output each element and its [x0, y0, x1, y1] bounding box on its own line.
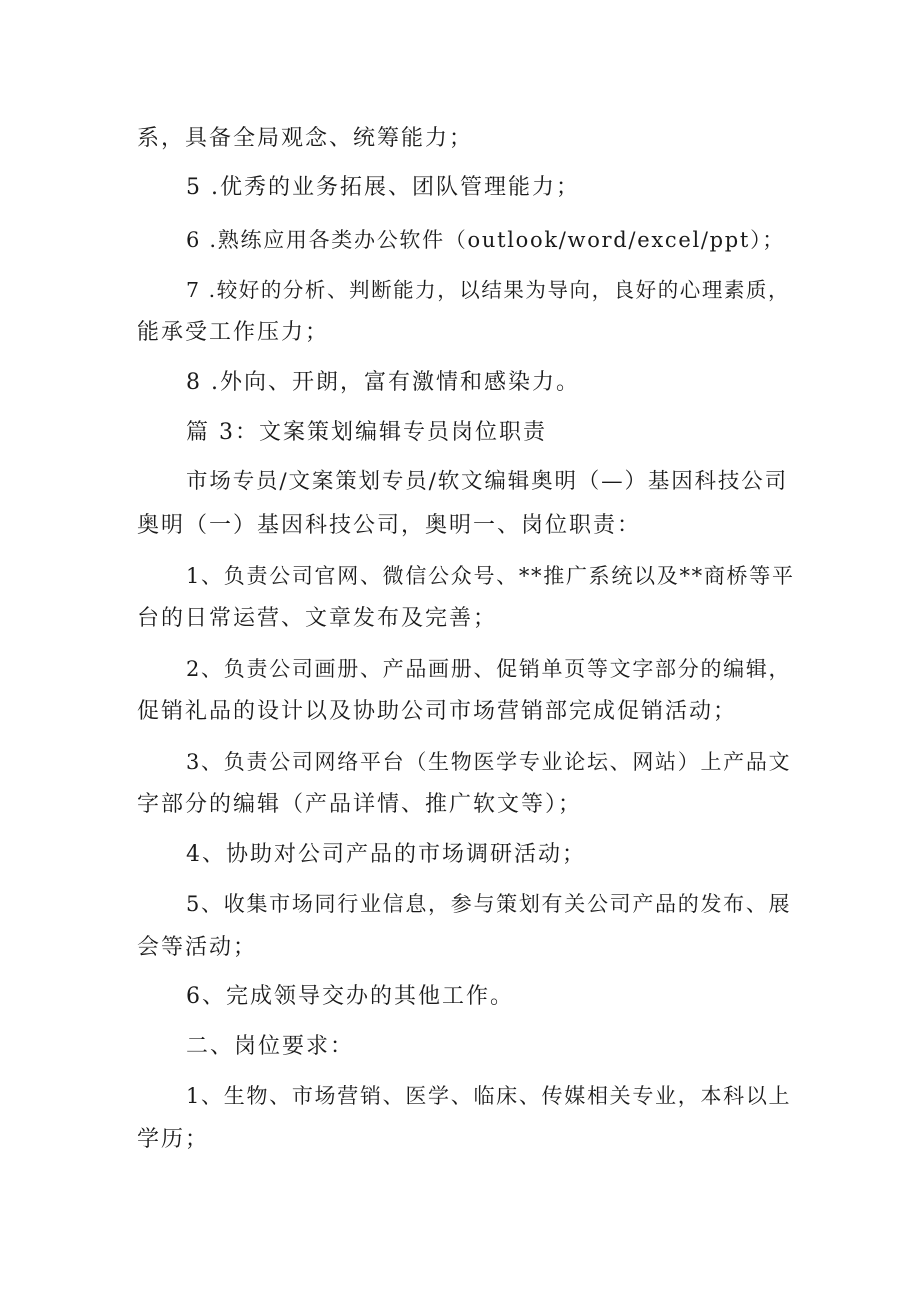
requirement-item-1-cont: 学历；	[137, 1127, 210, 1152]
duty-item-4: 4、协助对公司产品的市场调研活动；	[186, 842, 586, 867]
duty-item-5-cont: 会等活动；	[137, 935, 258, 960]
text-line-item-8: 8 .外向、开朗，富有激情和感染力。	[186, 370, 580, 395]
duty-item-5: 5、收集市场同行业信息，参与策划有关公司产品的发布、展	[186, 892, 792, 916]
duty-item-1-cont: 台的日常运营、文章发布及完善；	[137, 606, 498, 631]
section-heading: 篇 3：文案策划编辑专员岗位职责	[186, 420, 547, 445]
text-line-item-5: 5 .优秀的业务拓展、团队管理能力；	[186, 175, 580, 200]
text-line-item-7: 7 .较好的分析、判断能力，以结果为导向，良好的心理素质，	[186, 278, 791, 302]
text-line-item-6: 6 .熟练应用各类办公软件（outlook/word/excel/ppt）；	[186, 228, 785, 252]
text-line-intro: 市场专员/文案策划专员/软文编辑奥明（—）基因科技公司	[186, 469, 788, 494]
duty-item-2-cont: 促销礼品的设计以及协助公司市场营销部完成促销活动；	[137, 699, 738, 724]
duty-item-3: 3、负责公司网络平台（生物医学专业论坛、网站）上产品文	[186, 750, 792, 774]
duty-item-2: 2、负责公司画册、产品画册、促销单页等文字部分的编辑，	[186, 657, 792, 681]
text-line-continuation: 系，具备全局观念、统筹能力；	[137, 126, 474, 151]
text-line-item-7-cont: 能承受工作压力；	[137, 320, 330, 345]
requirements-heading: 二、岗位要求：	[186, 1034, 355, 1059]
duty-item-3-cont: 字部分的编辑（产品详情、推广软文等）；	[137, 792, 583, 817]
duty-item-1: 1、负责公司官网、微信公众号、**推广系统以及**商桥等平	[186, 564, 795, 588]
requirement-item-1: 1、生物、市场营销、医学、临床、传媒相关专业，本科以上	[186, 1084, 792, 1108]
duty-item-6: 6、完成领导交办的其他工作。	[186, 984, 514, 1009]
text-line-intro-cont: 奥明（一）基因科技公司，奥明一、岗位职责：	[137, 513, 642, 538]
